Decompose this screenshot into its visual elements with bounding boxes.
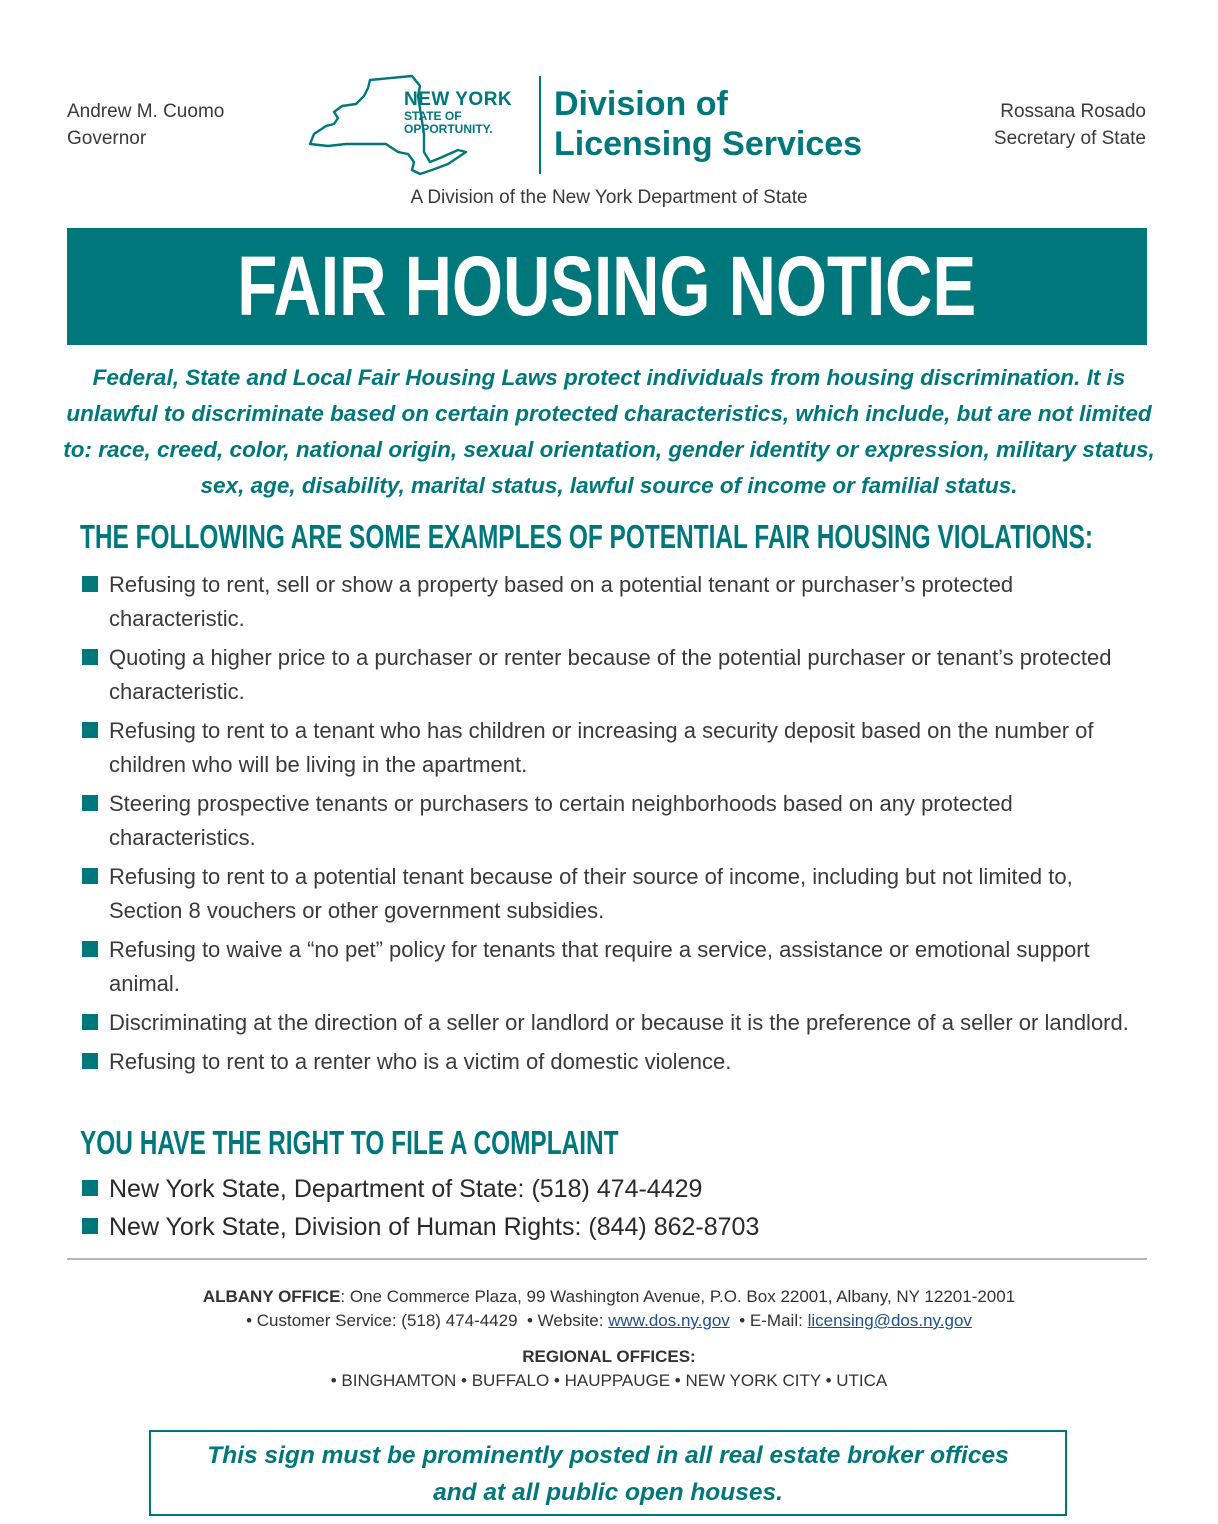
square-bullet-icon (82, 868, 98, 884)
list-item (82, 860, 1152, 928)
logo-division-name (554, 84, 862, 164)
list-item-text: Refusing to rent, sell or show a property based on a potential tenant or purchaser’s protected characteristic. (109, 572, 1014, 631)
title-banner (67, 228, 1147, 345)
square-bullet-icon (82, 576, 98, 592)
governor-name: Andrew M. Cuomo (67, 101, 225, 122)
complaint-contacts-list (82, 1170, 1082, 1246)
logo-division-line1: Division of (554, 85, 728, 123)
website-label: • Website: (526, 1311, 604, 1330)
albany-office-line (0, 1285, 1218, 1309)
customer-service: • Customer Service: (518) 474-4429 (246, 1311, 518, 1330)
square-bullet-icon (82, 795, 98, 811)
contact-item (82, 1208, 1082, 1246)
albany-office-label: ALBANY OFFICE (202, 1287, 341, 1306)
regional-offices-heading (0, 1345, 1218, 1369)
posting-notice-line2: and at all public open houses. (433, 1479, 783, 1506)
posting-notice-box (149, 1430, 1067, 1516)
list-item (82, 787, 1152, 855)
secretary-title: Secretary of State (993, 128, 1146, 149)
posting-notice-line1: This sign must be prominently posted in all real estate broker offices (207, 1442, 1009, 1469)
logo-divider (539, 76, 541, 174)
list-item (82, 1045, 1152, 1079)
square-bullet-icon (82, 1014, 98, 1030)
logo-opportunity: OPPORTUNITY. (404, 122, 493, 136)
list-item-text: Refusing to rent to a tenant who has children or increasing a security deposit based on the number of children who will be living in the apartment. (109, 718, 1094, 777)
intro-paragraph (60, 360, 1158, 504)
list-item (82, 1006, 1152, 1040)
list-item (82, 933, 1152, 1001)
regional-offices-label: REGIONAL OFFICES: (522, 1347, 696, 1366)
list-item-text: Refusing to rent to a renter who is a victim of domestic violence. (109, 1049, 732, 1074)
contact-item (82, 1170, 1082, 1208)
governor-title: Governor (67, 128, 147, 149)
square-bullet-icon (82, 649, 98, 665)
list-item (82, 641, 1152, 709)
square-bullet-icon (82, 722, 98, 738)
list-item-text: Discriminating at the direction of a seller or landlord or because it is the preference of a seller or landlord. (109, 1010, 1129, 1035)
square-bullet-icon (82, 1218, 98, 1234)
complaint-heading: YOU HAVE THE RIGHT TO FILE A COMPLAINT (80, 1124, 619, 1161)
email-link[interactable]: licensing@dos.ny.gov (807, 1311, 972, 1330)
list-item-text: Steering prospective tenants or purchasers to certain neighborhoods based on any protected characteristics. (109, 791, 1013, 850)
page-title: FAIR HOUSING NOTICE (237, 239, 977, 333)
square-bullet-icon (82, 1180, 98, 1196)
division-subtitle: A Division of the New York Department of State (410, 187, 808, 208)
intro-part1: Federal, State and Local Fair Housing Laws protect individuals from housing discrimination. (92, 365, 1087, 390)
intro-unlawful: It is unlawful (66, 365, 1126, 426)
square-bullet-icon (82, 1053, 98, 1069)
footer-divider (67, 1258, 1147, 1260)
logo-state-text (404, 90, 512, 136)
list-item (82, 568, 1152, 636)
logo-division-line2: Licensing Services (554, 125, 863, 163)
contact-item-text: New York State, Division of Human Rights: (844) 862-8703 (109, 1213, 760, 1241)
examples-heading: THE FOLLOWING ARE SOME EXAMPLES OF POTENTIAL FAIR HOUSING VIOLATIONS: (80, 518, 1094, 555)
list-item-text: Refusing to waive a “no pet” policy for tenants that require a service, assistance or emotional support animal. (109, 937, 1090, 996)
secretary-block (994, 98, 1146, 152)
list-item-text: Quoting a higher price to a purchaser or renter because of the potential purchaser or tenant’s protected characteristic. (109, 645, 1112, 704)
governor-block (67, 98, 224, 152)
albany-office-address: : One Commerce Plaza, 99 Washington Avenue, P.O. Box 22001, Albany, NY 12201-2001 (340, 1287, 1016, 1306)
examples-list (82, 568, 1152, 1084)
list-item (82, 714, 1152, 782)
website-link[interactable]: www.dos.ny.gov (608, 1311, 730, 1330)
logo-state-of: STATE OF (404, 109, 462, 123)
email-label: • E-Mail: (739, 1311, 803, 1330)
regional-offices-list: • BINGHAMTON • BUFFALO • HAUPPAUGE • NEW YORK CITY • UTICA (330, 1371, 888, 1390)
list-item-text: Refusing to rent to a potential tenant because of their source of income, including but not limited to, Section 8 vouchers or other government subsidies. (109, 864, 1073, 923)
square-bullet-icon (82, 941, 98, 957)
contact-info-line (0, 1309, 1218, 1333)
dls-logo (308, 74, 868, 178)
secretary-name: Rossana Rosado (1000, 101, 1146, 122)
logo-state-name: NEW YORK (404, 89, 513, 110)
contact-item-text: New York State, Department of State: (518) 474-4429 (109, 1175, 703, 1203)
intro-part3: to discriminate based on certain protected characteristics, which include, but are not limited to: race, creed, color, national origin, sexual orientation, gender identity or expression, military status, sex, age, disability, marital status, lawful source of income or familial status. (63, 401, 1155, 498)
